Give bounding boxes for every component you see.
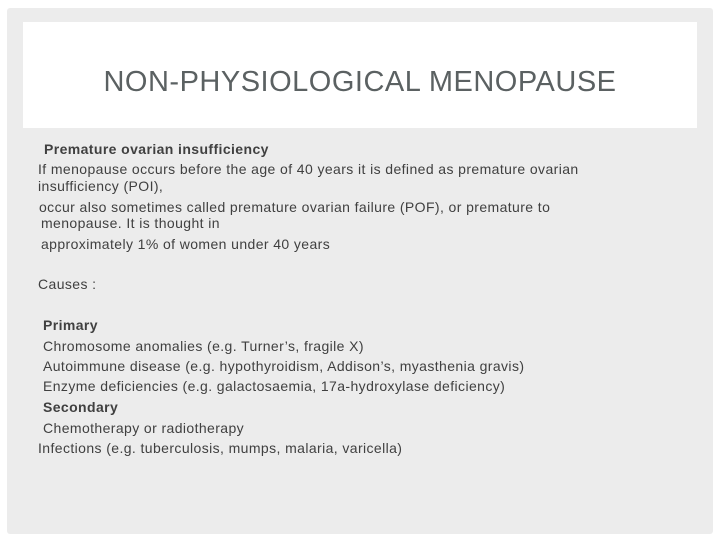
causes-label: Causes : [38,276,97,292]
secondary-heading: Secondary [43,399,119,415]
body-line: If menopause occurs before the age of 40 years it is defined as premature ovarian [38,161,579,177]
body-line: insufficiency (POI), [38,178,164,194]
body-line: approximately 1% of women under 40 years [41,236,331,252]
slide-title: NON-PHYSIOLOGICAL MENOPAUSE [103,66,617,98]
primary-heading: Primary [43,317,98,333]
section-heading-premature: Premature ovarian insufficiency [44,141,269,157]
slide [7,8,713,534]
list-item: Chemotherapy or radiotherapy [43,420,245,436]
list-item: Infections (e.g. tuberculosis, mumps, malaria, varicella) [38,440,403,456]
slide-body [7,8,713,534]
list-item: Chromosome anomalies (e.g. Turner’s, fragile X) [43,338,364,354]
body-line: occur also sometimes called premature ovarian failure (POF), or premature to [39,199,551,215]
list-item: Autoimmune disease (e.g. hypothyroidism, Addison’s, myasthenia gravis) [43,358,525,374]
body-line: menopause. It is thought in [41,215,220,231]
list-item: Enzyme deficiencies (e.g. galactosaemia, 17a-hydroxylase deficiency) [43,378,506,394]
